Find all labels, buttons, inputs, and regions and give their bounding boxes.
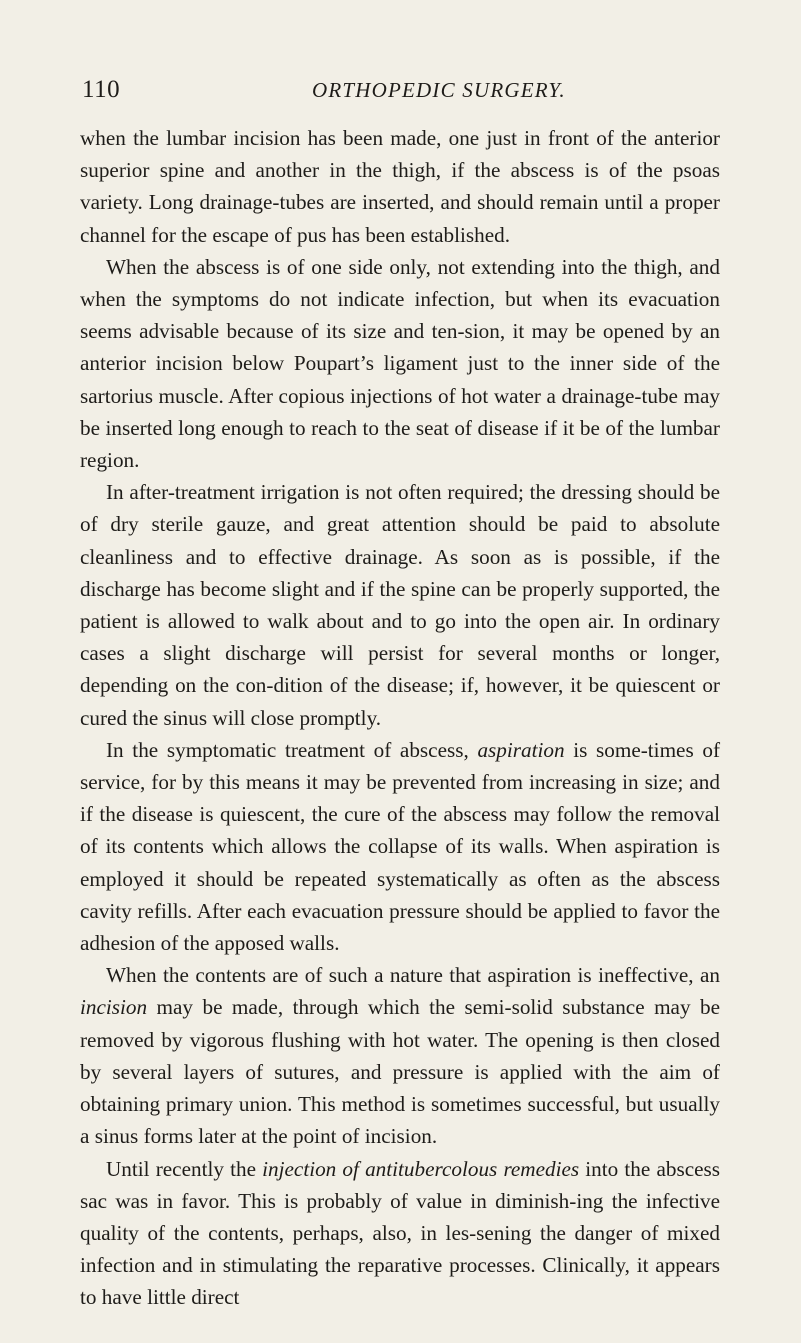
running-head: [80, 76, 740, 110]
paragraph-2: [80, 251, 720, 476]
italic-term-aspiration: aspiration: [477, 737, 565, 762]
page-number: 110: [82, 76, 121, 103]
paragraph-text: is some-times of service, for by this means it may be prevented from increasing in size; and if the disease is quiescent, the cure of the abscess may follow the removal of its contents which allows the collapse of its walls. When aspiration is employed it should be repeated systematically as often as the abscess cavity refills. After each evacuation pressure should be applied to favor the adhesion of the apposed walls.: [80, 737, 720, 956]
italic-term-injection: injection of antitubercolous remedies: [262, 1156, 580, 1181]
body-text: [80, 122, 720, 1314]
paragraph-1: [80, 122, 720, 251]
paragraph-text: when the lumbar incision has been made, one just in front of the anterior superior spine and another in the thigh, if the abscess is of the psoas variety. Long drainage-tubes are inserted, and should remain until a proper channel for the escape of pus has been established.: [80, 126, 720, 247]
paragraph-text: may be made, through which the semi-solid substance may be removed by vigorous flushing with hot water. The opening is then closed by several layers of sutures, and pressure is applied with the aim of obtaining primary union. This method is sometimes successful, but usually a sinus forms later at the point of incision.: [80, 995, 720, 1149]
italic-term-incision: incision: [80, 995, 148, 1020]
paragraph-text: In the symptomatic treatment of abscess,: [106, 737, 478, 762]
paragraph-6: [80, 1153, 720, 1314]
paragraph-3: [80, 476, 720, 734]
paragraph-text: When the abscess is of one side only, not extending into the thigh, and when the symptoms do not indicate infection, but when its evacuation seems advisable because of its size and ten-sion, it may be opened by an anterior incision below Poupart’s ligament just to the inner side of the sartorius muscle. After copious injections of hot water a drainage-tube may be inserted long enough to reach to the seat of disease if it be of the lumbar region.: [80, 254, 720, 473]
paragraph-text: into the abscess sac was in favor. This is probably of value in diminish-ing the infective quality of the contents, perhaps, also, in les-sening the danger of mixed infection and in stimulating the reparative processes. Clinically, it appears to have little direct: [80, 1156, 720, 1310]
paragraph-text: When the contents are of such a nature that aspiration is ineffective, an: [106, 963, 720, 988]
paragraph-5: [80, 959, 720, 1152]
paragraph-text: Until recently the: [106, 1156, 263, 1181]
running-title: ORTHOPEDIC SURGERY.: [312, 78, 566, 102]
paragraph-text: In after-treatment irrigation is not often required; the dressing should be of dry sterile gauze, and great attention should be paid to absolute cleanliness and to effective drainage. As soon as is possible, if the discharge has become slight and if the spine can be properly supported, the patient is allowed to walk about and to go into the open air. In ordinary cases a slight discharge will persist for several months or longer, depending on the con-dition of the disease; if, however, it be quiescent or cured the sinus will close promptly.: [80, 480, 720, 730]
paragraph-4: [80, 734, 720, 959]
